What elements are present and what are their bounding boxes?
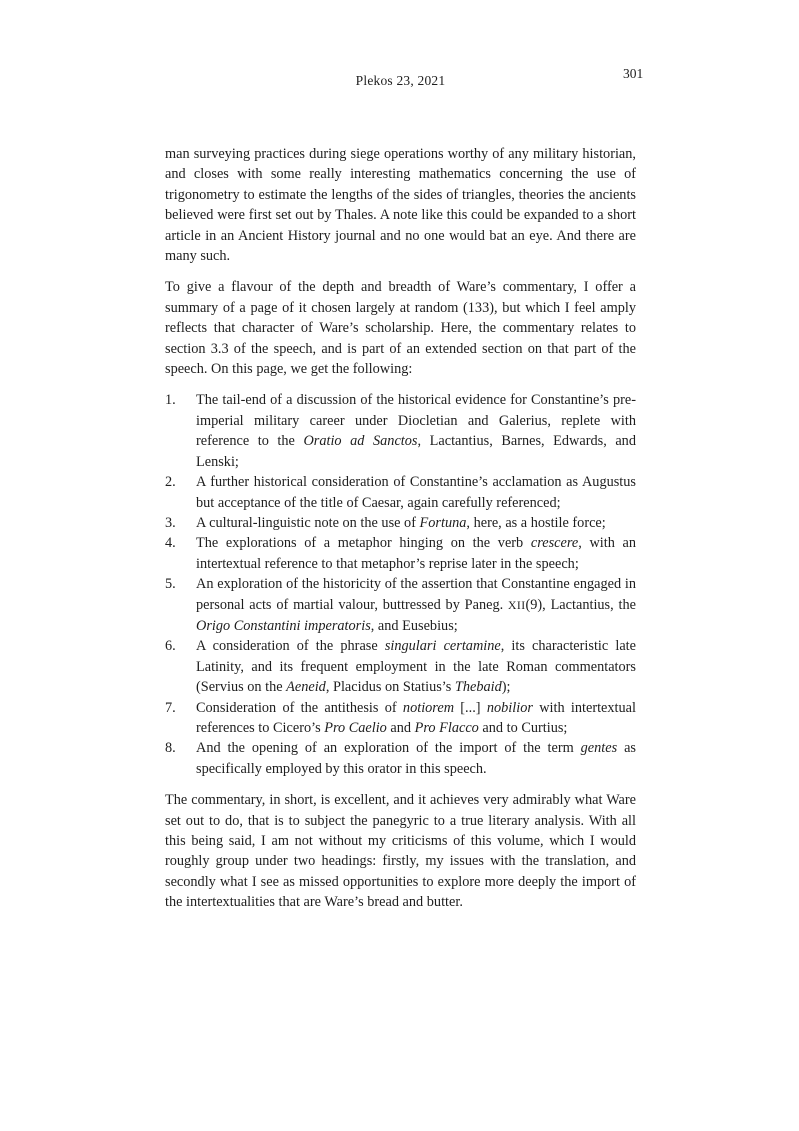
list-item-text: And the opening of an exploration of the import of the term gentes as specifically employed by this orator in this speech. xyxy=(196,740,636,777)
list-item xyxy=(165,533,636,574)
page-number: 301 xyxy=(623,66,644,81)
list-item-text: A further historical consideration of Constantine’s acclamation as Augustus but acceptance of the title of Caesar, again carefully referenced; xyxy=(196,474,636,511)
list-item-number: 3. xyxy=(165,514,176,531)
list-item xyxy=(165,636,636,697)
list-item-number: 4. xyxy=(165,535,176,552)
journal-title: Plekos 23, 2021 xyxy=(355,73,446,88)
list-item-text: The tail-end of a discussion of the historical evidence for Constantine’s pre-imperial military career under Diocletian and Galerius, replete with reference to the Oratio ad Sanctos, Lactantius, Barnes, Edwards, and Lenski; xyxy=(196,392,636,470)
list-item xyxy=(165,513,636,533)
list-item-text: An exploration of the historicity of the assertion that Constantine engaged in personal acts of martial valour, buttressed by Paneg. XII(9), Lactantius, the Origo Constantini imperatoris, and Eusebius; xyxy=(196,576,636,634)
list-item-text: The explorations of a metaphor hinging on the verb crescere, with an intertextual reference to that metaphor’s reprise later in the speech; xyxy=(196,535,637,572)
list-item xyxy=(165,390,636,472)
list-item-text: Consideration of the antithesis of notiorem [...] nobilior with intertextual references to Cicero’s Pro Caelio and Pro Flacco and to Curtius; xyxy=(196,699,636,736)
paragraph-intro: man surveying practices during siege operations worthy of any military historian, and closes with some really interesting mathematics concerning the use of trigonometry to estimate the lengths of the sides of triangles, theories the ancients believed were first set out by Thales. A note like this could be expanded to a short article in an Ancient History journal and no one would bat an eye. And there are many such. xyxy=(165,146,636,265)
list-item-number: 7. xyxy=(165,699,176,716)
list-item-number: 6. xyxy=(165,638,176,655)
page-body xyxy=(165,144,636,924)
list-item-text: A consideration of the phrase singulari certamine, its characteristic late Latinity, and its frequent employment in the late Roman commentators (Servius on the Aeneid, Placidus on Statius’s Thebaid); xyxy=(196,638,636,696)
list-item xyxy=(165,738,636,779)
list-item xyxy=(165,574,636,636)
running-head xyxy=(165,73,636,89)
list-item-text: A cultural-linguistic note on the use of Fortuna, here, as a hostile force; xyxy=(196,514,606,531)
list-item-number: 5. xyxy=(165,576,176,593)
list-item-number: 1. xyxy=(165,392,176,409)
numbered-list xyxy=(165,390,636,779)
list-item xyxy=(165,472,636,513)
list-item xyxy=(165,698,636,739)
list-item-number: 2. xyxy=(165,474,176,491)
paragraph-closing: The commentary, in short, is excellent, and it achieves very admirably what Ware set out to do, that is to subject the panegyric to a true literary analysis. With all this being said, I am not without my criticisms of this volume, which I would roughly group under two headings: firstly, my issues with the translation, and secondly what I see as missed opportunities to explore more deeply the import of the intertextualities that are Ware’s bread and butter. xyxy=(165,792,636,911)
paragraph-summary: To give a flavour of the depth and breadth of Ware’s commentary, I offer a summary of a page of it chosen largely at random (133), but which I feel amply reflects that character of Ware’s scholarship. Here, the commentary relates to section 3.3 of the speech, and is part of an extended section on that part of the speech. On this page, we get the following: xyxy=(165,279,636,378)
list-item-number: 8. xyxy=(165,740,176,757)
